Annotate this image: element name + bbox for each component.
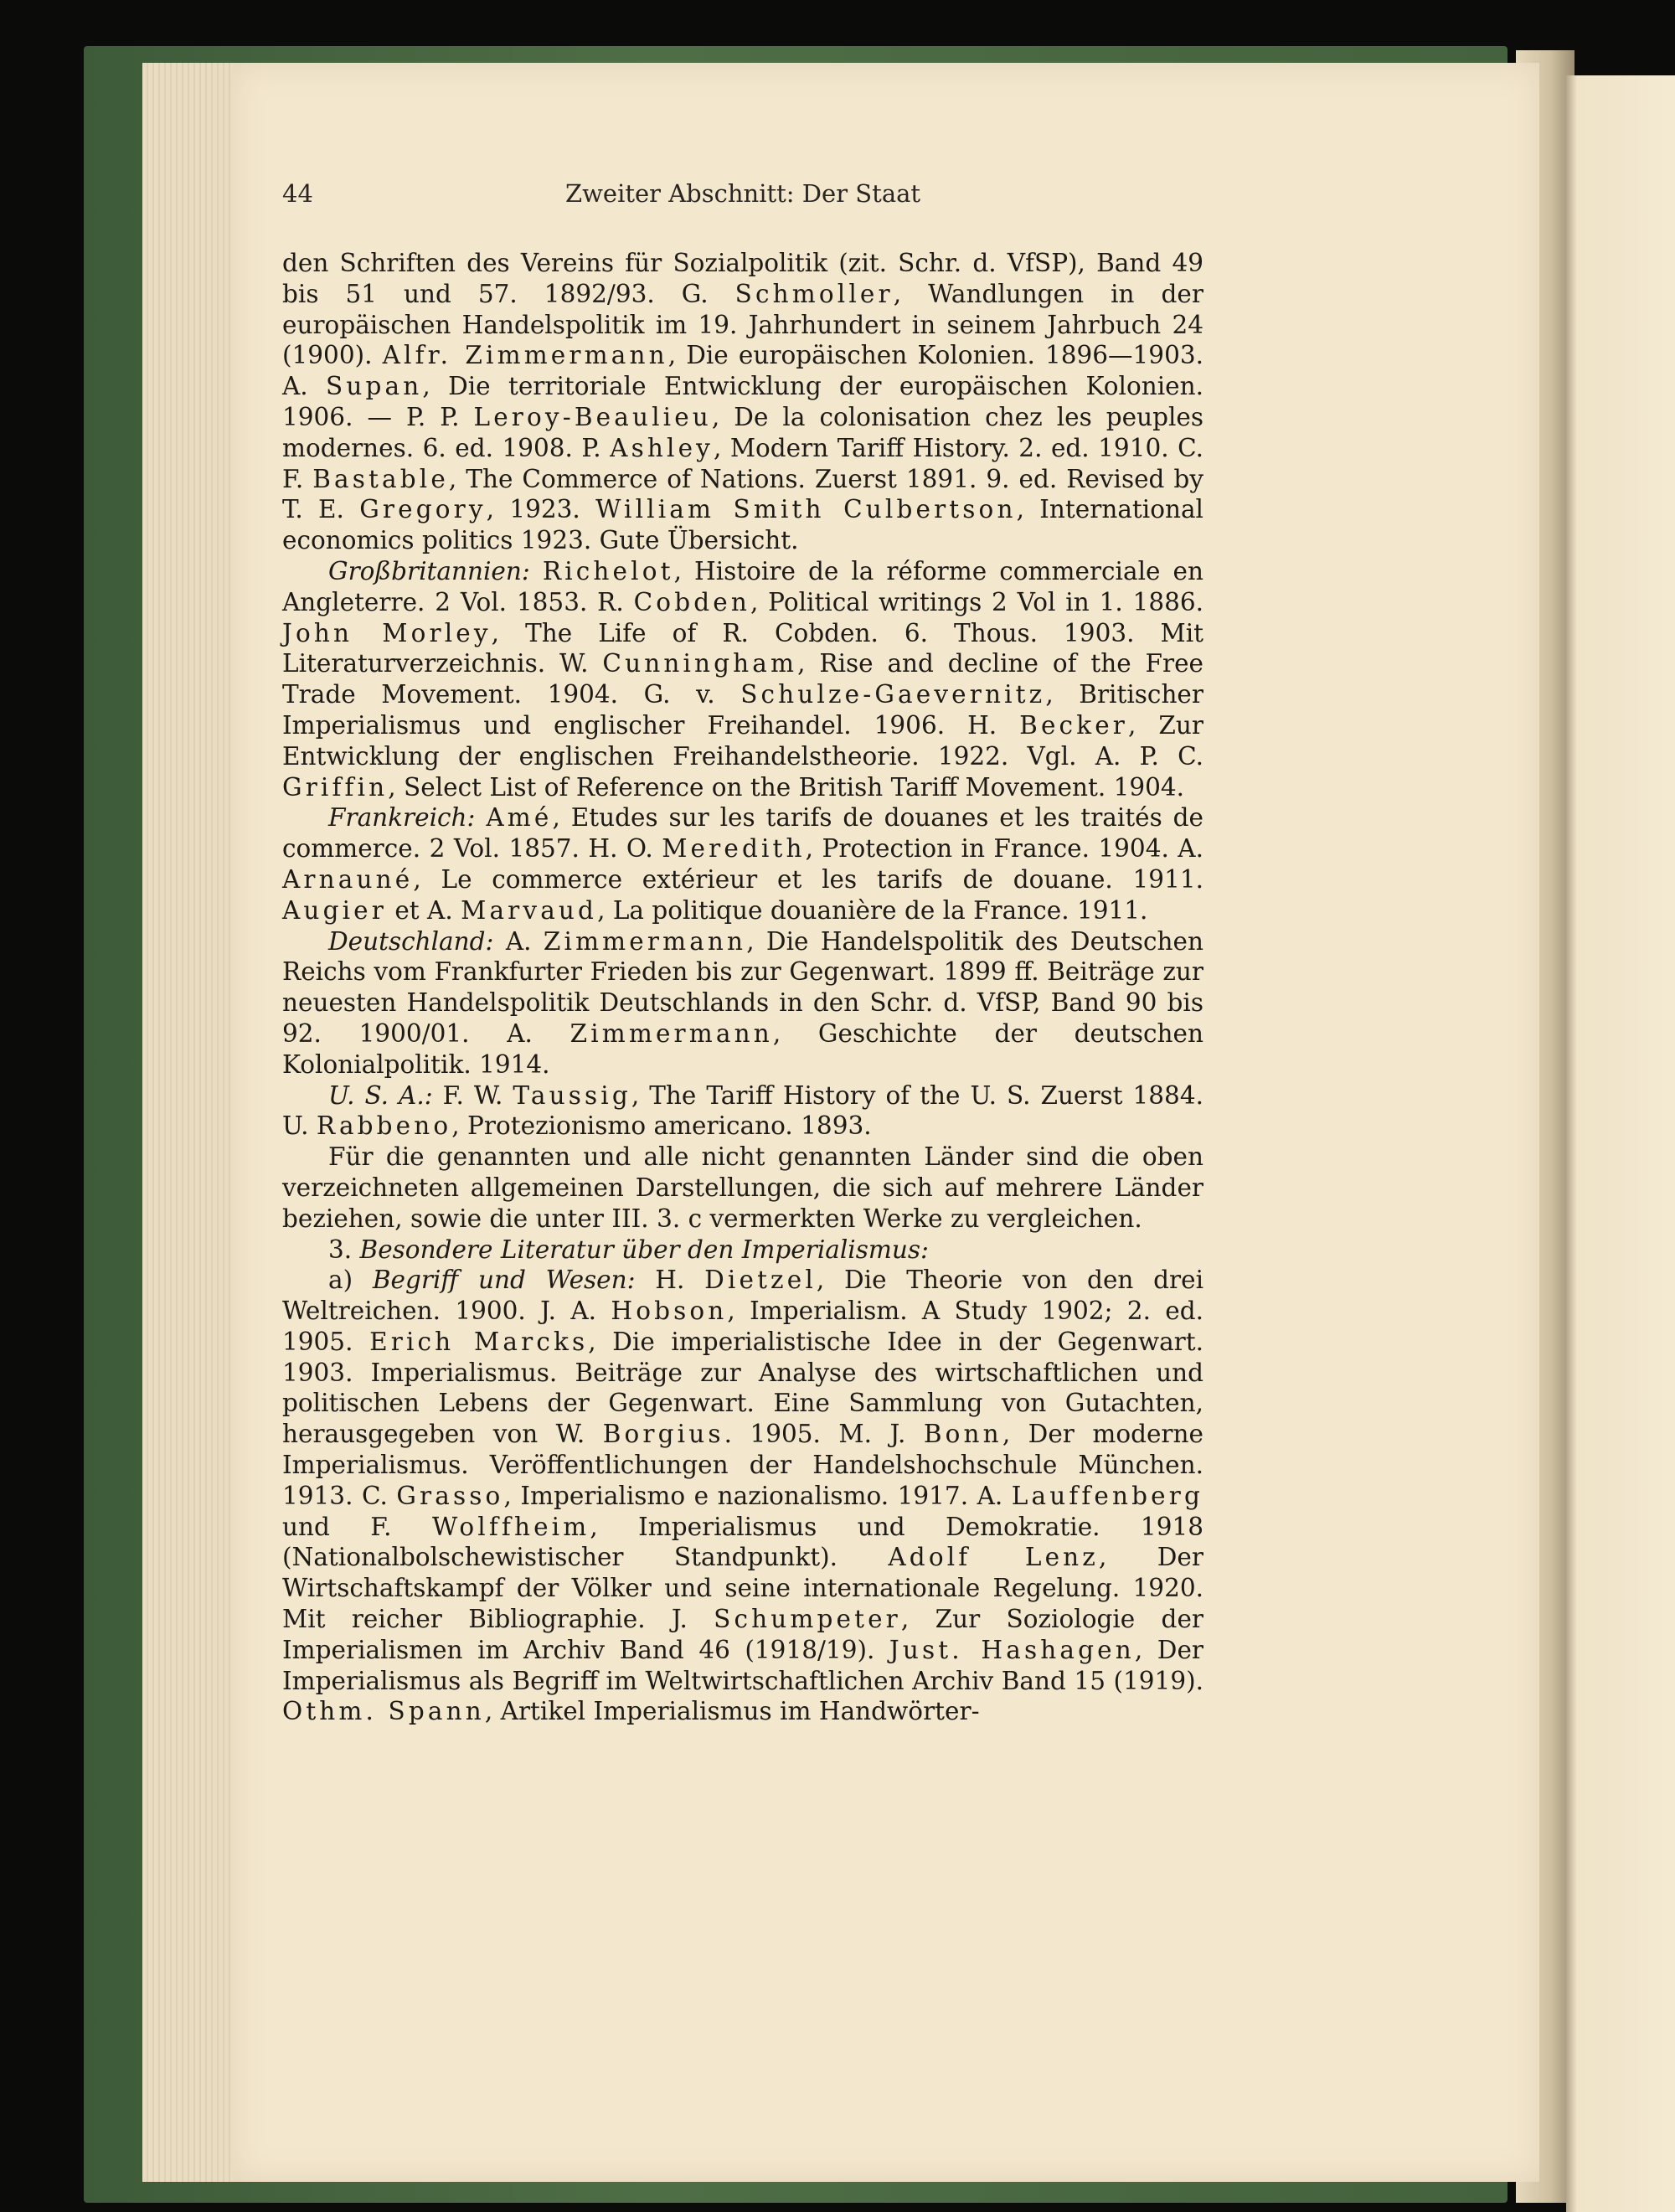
italic-label: Deutschland: xyxy=(328,926,494,956)
paragraph-begriff-und-wesen xyxy=(282,1265,1203,1727)
author-name: Ashley xyxy=(610,433,714,462)
author-name: Rabbeno xyxy=(316,1111,452,1141)
author-name: Augier xyxy=(282,895,387,925)
text-run: , Imperialism. A Study 1902; 2. ed. 1905. xyxy=(282,1297,1203,1356)
page-header xyxy=(282,179,1203,229)
author-name: Arnauné xyxy=(282,864,414,894)
text-run: , Modern Tariff History. 2. ed. 1910. C. F. xyxy=(282,433,1203,493)
paragraph-usa xyxy=(282,1080,1203,1142)
text-run: , Rise and decline of the Free Trade Movement. 1904. G. v. xyxy=(282,649,1203,709)
author-name: Just. Hashagen xyxy=(889,1635,1135,1664)
author-name: Becker xyxy=(1019,710,1129,740)
text-run: , Der Imperialismus als Begriff im Weltwirtschaftlichen Archiv Band 15 (1919). xyxy=(282,1635,1203,1695)
author-name: Borgius xyxy=(602,1420,724,1449)
text-run: F. W. xyxy=(432,1080,513,1110)
italic-label: Begriff und Wesen: xyxy=(372,1266,636,1295)
text-run: A. xyxy=(493,926,544,956)
author-name: Grasso xyxy=(396,1481,504,1510)
text-run: 3. xyxy=(328,1235,360,1264)
running-title: Zweiter Abschnitt: Der Staat xyxy=(564,179,921,208)
text-run: , Protezionismo americano. 1893. xyxy=(451,1111,872,1141)
italic-label: Frankreich: xyxy=(328,803,476,833)
text-run xyxy=(476,803,487,832)
text-run: , Etudes sur les tarifs de douanes et les traités de commerce. 2 Vol. 1857. H. O. xyxy=(282,803,1203,864)
author-name: William Smith Culbertson xyxy=(595,495,1017,524)
author-name: Hobson xyxy=(611,1297,728,1326)
text-run: , Britischer Imperialismus und englischer Freihandel. 1906. H. xyxy=(282,680,1203,740)
text-run: H. xyxy=(635,1266,705,1295)
text-run: , Der Wirtschaftskampf der Völker und seine internationale Regelung. 1920. Mit reicher Bibliographie. J. xyxy=(282,1543,1203,1634)
author-name: Lauffenberg xyxy=(1011,1481,1203,1510)
author-name: Dietzel xyxy=(704,1266,817,1295)
paragraph-frankreich xyxy=(282,802,1203,926)
text-run: , Zur Entwicklung der englischen Freihandelstheorie. 1922. Vgl. A. P. C. xyxy=(282,710,1203,771)
text-run: , The Tariff History of the U. S. Zuerst 1884. U. xyxy=(282,1080,1203,1141)
text-run: , Wandlungen in der europäischen Handelspolitik im 19. Jahrhundert in seinem Jahrbuch 24 (1900). xyxy=(282,279,1203,370)
text-run: a) xyxy=(328,1266,373,1295)
author-name: John Morley xyxy=(282,618,492,647)
author-name: Meredith xyxy=(662,834,806,864)
text-run: et A. xyxy=(386,895,461,925)
author-name: Taussig xyxy=(513,1080,631,1110)
text-run: , Le commerce extérieur et les tarifs de douane. 1911. xyxy=(413,864,1203,894)
author-name: Wolffheim xyxy=(431,1512,590,1541)
text-run: . 1905. M. J. xyxy=(724,1420,924,1449)
text-run: , Artikel Imperialismus im Handwörter- xyxy=(484,1697,980,1726)
text-run xyxy=(530,557,543,585)
text-run: , Die Theorie von den drei Weltreichen. 1900. J. A. xyxy=(282,1266,1204,1326)
author-name: Gregory xyxy=(359,495,487,524)
author-name: Erich Marcks xyxy=(369,1327,589,1356)
text-run: , De la colonisation chez les peuples modernes. 6. ed. 1908. P. xyxy=(282,402,1203,462)
author-name: Schulze-Gaevernitz xyxy=(740,680,1046,709)
author-name: Supan xyxy=(326,372,423,401)
author-name: Marvaud xyxy=(461,895,598,925)
author-name: Cunningham xyxy=(602,649,798,678)
paragraph-grossbritannien xyxy=(282,556,1203,802)
author-name: Bastable xyxy=(312,464,449,493)
text-run: , 1923. xyxy=(486,495,596,524)
text-run: , Zur Soziologie der Imperialismen im Archiv Band 46 (1918/19). xyxy=(282,1605,1203,1664)
author-name: Adolf Lenz xyxy=(888,1543,1099,1572)
author-name: Zimmermann xyxy=(570,1018,773,1048)
text-run: , The Life of R. Cobden. 6. Thous. 1903. Mit Literaturverzeichnis. W. xyxy=(282,618,1203,678)
text-run: , Die imperialistische Idee in der Gegenwart. 1903. Imperialismus. Beiträge zur Analyse des wirtschaftlichen und politischen Lebens der Gegenwart. Eine Sammlung von Gutachten, herausgegeben von W. xyxy=(282,1327,1203,1449)
page-body xyxy=(282,248,1203,1727)
paragraph xyxy=(282,248,1203,556)
author-name: Zimmermann xyxy=(543,926,747,956)
text-run: , The Commerce of Nations. Zuerst 1891. 9. ed. Revised by T. E. xyxy=(282,464,1203,524)
page-edges xyxy=(142,63,234,2182)
text-run: , Der moderne Imperialismus. Veröffentlichungen der Handelshochschule München. 1913. C. xyxy=(282,1420,1203,1510)
italic-label: Besondere Literatur über den Imperialismus: xyxy=(359,1235,929,1264)
author-name: Griffin xyxy=(282,772,389,802)
author-name: Amé xyxy=(486,803,553,833)
text-run: , Select List of Reference on the British Tariff Movement. 1904. xyxy=(388,772,1185,802)
text-run: , Histoire de la réforme commerciale en Angleterre. 2 Vol. 1853. R. xyxy=(282,556,1203,616)
author-name: Schmoller xyxy=(734,279,894,308)
italic-label: Großbritannien: xyxy=(328,556,530,585)
text-run: , Imperialismo e nazionalismo. 1917. A. xyxy=(503,1481,1012,1510)
author-name: Leroy-Beaulieu xyxy=(473,402,712,431)
paragraph-deutschland xyxy=(282,926,1203,1080)
text-run: , Imperialismus und Demokratie. 1918 (Nationalbolschewistischer Standpunkt). xyxy=(282,1512,1204,1572)
text-run: , Die europäischen Kolonien. 1896—1903. A. xyxy=(282,341,1203,401)
text-run: , Political writings 2 Vol in 1. 1886. xyxy=(750,587,1204,616)
text-run: , Geschichte der deutschen Kolonialpolitik. 1914. xyxy=(282,1018,1203,1079)
paragraph-note xyxy=(282,1142,1203,1234)
text-run: Für die genannten und alle nicht genannten Länder sind die oben verzeichneten allgemeinen Darstellungen, die sich auf mehrere Länder beziehen, sowie die unter III. 3. c vermerkten Werke zu vergleichen. xyxy=(282,1142,1203,1233)
author-name: Bonn xyxy=(923,1420,1002,1449)
author-name: Othm. Spann xyxy=(282,1697,485,1726)
text-run: , Die territoriale Entwicklung der europäischen Kolonien. 1906. — P. P. xyxy=(282,372,1203,431)
facing-page-edge xyxy=(1566,75,1675,2212)
section-heading xyxy=(282,1235,1203,1266)
text-run: , Protection in France. 1904. A. xyxy=(805,834,1203,864)
text-run: , Die Handelspolitik des Deutschen Reichs vom Frankfurter Frieden bis zur Gegenwart. 1899 ff. Beiträge zur neuesten Handelspolitik Deutschlands in den Schr. d. VfSP, Band 90 bis 92. 1900/01. A. xyxy=(282,926,1204,1048)
author-name: Richelot xyxy=(542,556,674,585)
text-run: , International economics politics 1923. Gute Übersicht. xyxy=(282,495,1203,555)
author-name: Schumpeter xyxy=(714,1605,901,1634)
author-name: Alfr. Zimmermann xyxy=(382,341,668,370)
text-run: , La politique douanière de la France. 1911. xyxy=(597,895,1148,925)
author-name: Cobden xyxy=(633,587,750,616)
italic-label: U. S. A.: xyxy=(328,1080,433,1110)
text-run: und F. xyxy=(282,1512,432,1541)
page-number: 44 xyxy=(282,179,313,208)
text-run: den Schriften des Vereins für Sozialpolitik (zit. Schr. d. VfSP), Band 49 bis 51 und 57. 1892/93. G. xyxy=(282,249,1203,308)
